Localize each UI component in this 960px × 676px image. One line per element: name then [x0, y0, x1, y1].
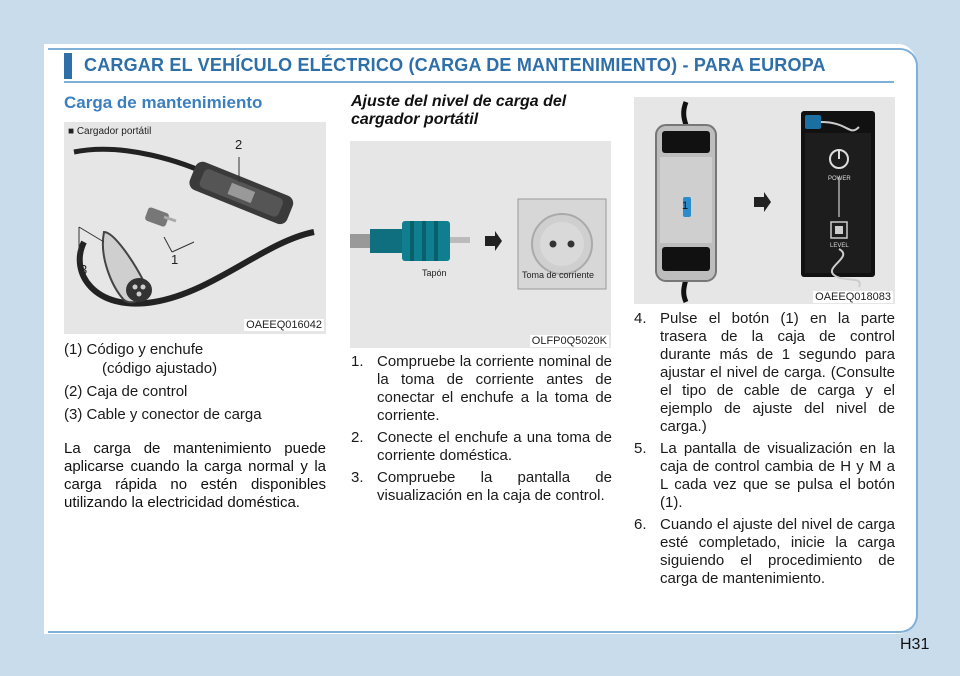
callout-1: 1 — [682, 200, 689, 212]
step-item — [351, 469, 612, 505]
page-number: H31 — [900, 636, 930, 653]
figure-plug-socket — [350, 141, 611, 348]
figure-control-box — [634, 97, 895, 304]
figure-legend: ■ Cargador portátil — [68, 126, 152, 137]
title-divider — [64, 81, 894, 83]
component-item: (código ajustado) — [102, 360, 218, 377]
component-item: (1) Código y enchufe — [64, 341, 204, 358]
step-text: Cuando el ajuste del nivel de carga esté completado, inicie la carga siguiendo el procedimiento de carga de mantenimiento. — [660, 516, 895, 587]
callout-2: 2 — [235, 137, 243, 152]
step-number: 5. — [634, 440, 647, 457]
figure-portable-charger — [64, 122, 326, 334]
component-list — [64, 340, 326, 428]
section-heading-level-adjust: Ajuste del nivel de carga del cargador portátil — [351, 93, 567, 128]
step-number: 6. — [634, 516, 647, 533]
step-text: Compruebe la pantalla de visualización en la caja de control. — [377, 469, 612, 504]
callout-3: 3 — [80, 262, 88, 277]
socket-label: Toma de corriente — [522, 270, 595, 280]
power-label: POWER — [828, 176, 851, 182]
maintenance-paragraph: La carga de mantenimiento puede aplicarse cuando la carga normal y la carga rápida no estén disponibles utilizando la electricidad doméstica. — [64, 440, 326, 511]
control-box-illustration — [634, 97, 895, 304]
step-text: Compruebe la corriente nominal de la toma de corriente antes de conectar el enchufe a la toma de corriente. — [377, 353, 612, 424]
step-item — [634, 310, 895, 436]
level-label: LEVEL — [830, 243, 849, 249]
section-heading-maintenance: Carga de mantenimiento — [64, 93, 263, 112]
plug-label: Tapón — [422, 268, 447, 278]
step-item — [351, 429, 612, 465]
figure-code: OAEEQ018083 — [815, 291, 891, 303]
portable-charger-illustration — [64, 122, 326, 334]
step-item — [351, 353, 612, 425]
step-item — [634, 440, 895, 512]
page-title: CARGAR EL VEHÍCULO ELÉCTRICO (CARGA DE MANTENIMIENTO) - PARA EUROPA — [84, 55, 826, 75]
step-number: 4. — [634, 310, 647, 327]
step-item — [634, 516, 895, 588]
step-number: 1. — [351, 353, 364, 370]
callout-1: 1 — [171, 252, 179, 267]
component-item: (2) Caja de control — [64, 383, 188, 400]
step-number: 3. — [351, 469, 364, 486]
step-number: 2. — [351, 429, 364, 446]
component-item: (3) Cable y conector de carga — [64, 406, 262, 423]
figure-code: OAEEQ016042 — [246, 319, 322, 331]
step-text: Pulse el botón (1) en la parte trasera de la caja de control durante más de 1 segundo para ajustar el nivel de carga. (Consulte el tipo de cable de carga y el ejemplo de ajuste del nivel de carga.) — [660, 310, 895, 435]
step-text: Conecte el enchufe a una toma de corriente doméstica. — [377, 429, 612, 464]
title-accent-bar — [64, 53, 72, 79]
plug-socket-illustration — [350, 141, 611, 348]
steps-list-b — [634, 310, 895, 592]
figure-code: OLFP0Q5020K — [531, 335, 607, 347]
steps-list-a — [351, 353, 612, 509]
step-text: La pantalla de visualización en la caja de control cambia de H y M a L cada vez que se pulsa el botón (1). — [660, 440, 895, 511]
